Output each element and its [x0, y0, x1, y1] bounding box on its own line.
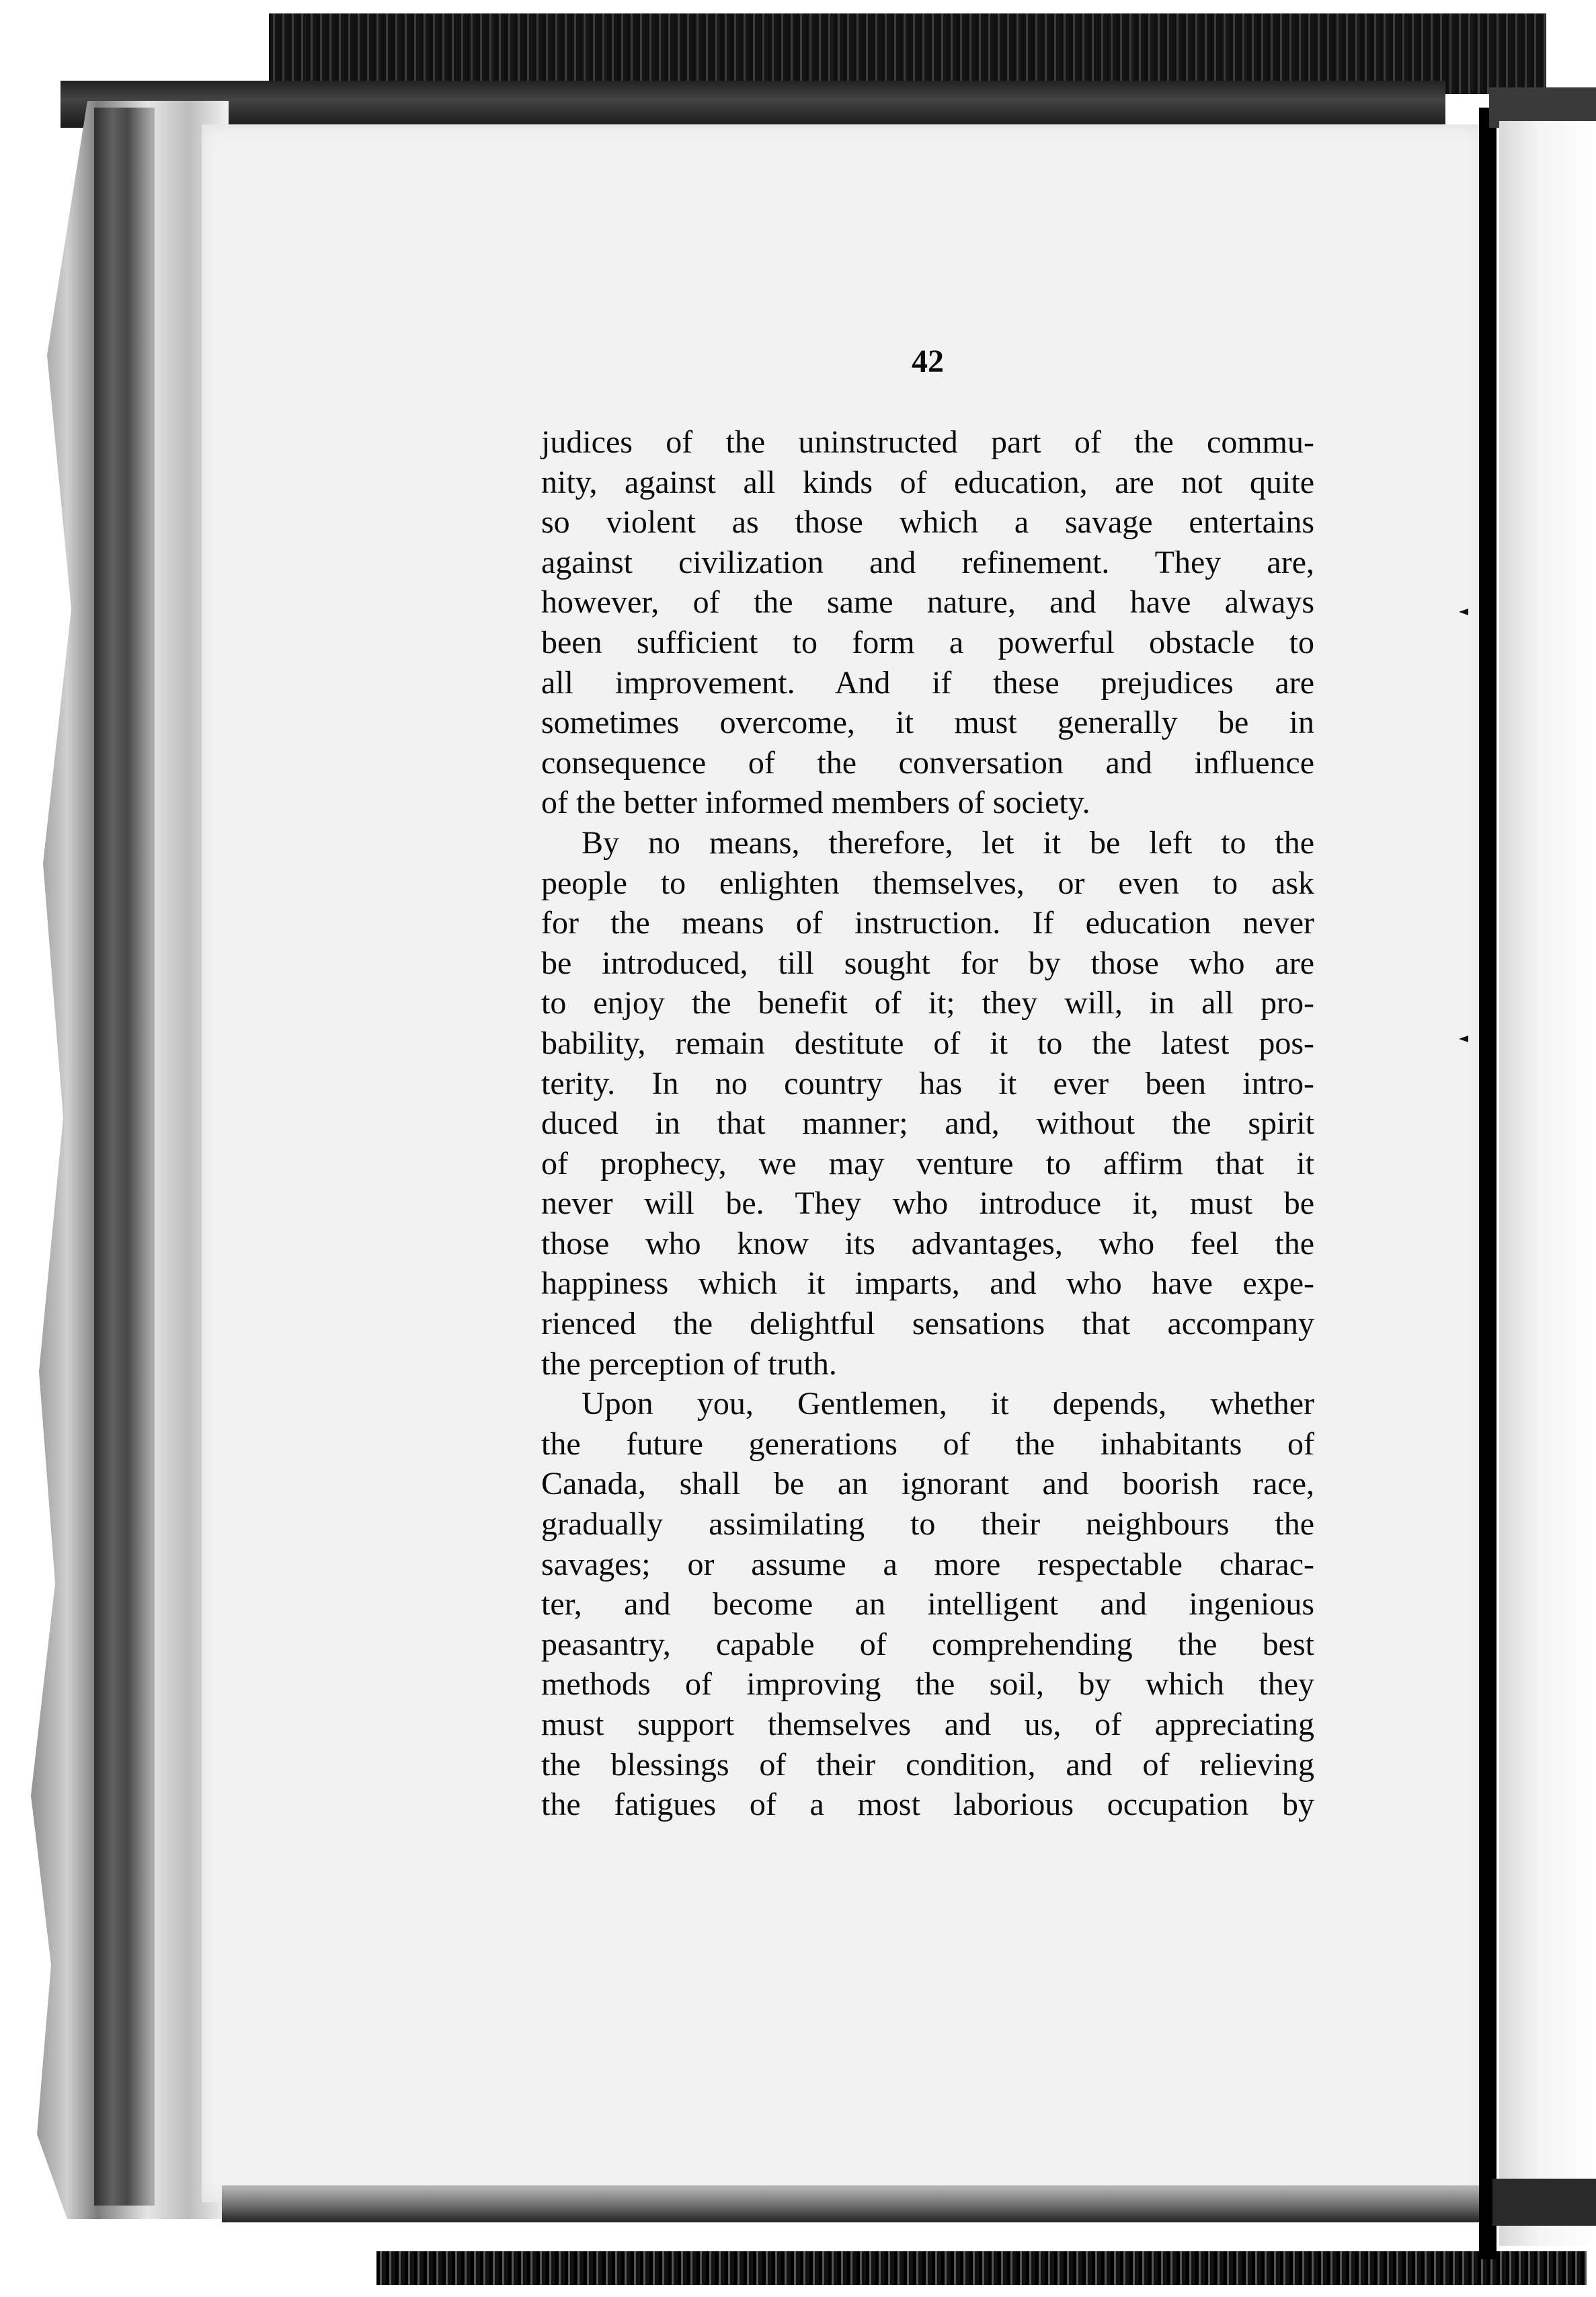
text-line: savages; or assume a more respectable charac-	[541, 1546, 1314, 1582]
text-line: peasantry, capable of comprehending the best	[541, 1626, 1314, 1662]
gutter-fold	[1479, 108, 1497, 2259]
text-line: consequence of the conversation and influence	[541, 744, 1314, 781]
text-line: the future generations of the inhabitants of	[541, 1426, 1314, 1462]
text-line: never will be. They who introduce it, must be	[541, 1185, 1314, 1222]
text-line: be introduced, till sought for by those who are	[541, 945, 1314, 981]
text-line: people to enlighten themselves, or even to ask	[541, 865, 1314, 901]
text-line: all improvement. And if these prejudices are	[541, 664, 1314, 701]
text-line: must support themselves and us, of appreciating	[541, 1707, 1314, 1742]
text-line: Canada, shall be an ignorant and boorish race,	[541, 1466, 1314, 1502]
text-line: of prophecy, we may venture to affirm that it	[541, 1145, 1314, 1181]
text-line: happiness which it imparts, and who have expe-	[541, 1266, 1314, 1302]
page-bottom-edge	[222, 2185, 1486, 2222]
text-line: nity, against all kinds of education, are not quite	[541, 464, 1314, 500]
paragraph-first-line: Upon you, Gentlemen, it depends, whether	[582, 1386, 1314, 1422]
body-text	[541, 422, 1314, 1825]
text-line: methods of improving the soil, by which they	[541, 1666, 1314, 1703]
text-line: against civilization and refinement. They are,	[541, 544, 1314, 580]
facing-page-sliver	[1499, 121, 1596, 2246]
text-line: duced in that manner; and, without the spirit	[541, 1105, 1314, 1142]
text-line: the perception of truth.	[541, 1346, 837, 1382]
text-line: sometimes overcome, it must generally be in	[541, 705, 1314, 741]
facing-page-bottom-edge	[1492, 2179, 1596, 2226]
text-line: rienced the delightful sensations that accompany	[541, 1306, 1314, 1342]
text-line: the fatigues of a most laborious occupation by	[541, 1787, 1314, 1823]
text-line: however, of the same nature, and have always	[541, 584, 1314, 621]
text-line: those who know its advantages, who feel the	[541, 1225, 1314, 1261]
text-line: been sufficient to form a powerful obstacle to	[541, 624, 1314, 660]
paragraph-first-line: By no means, therefore, let it be left to the	[582, 824, 1314, 861]
text-line: to enjoy the benefit of it; they will, in all pro-	[541, 985, 1314, 1021]
text-line: so violent as those which a savage entertains	[541, 504, 1314, 541]
text-line: terity. In no country has it ever been intro-	[541, 1065, 1314, 1101]
left-edge-shadow	[94, 108, 155, 2206]
text-line: gradually assimilating to their neighbours the	[541, 1506, 1314, 1543]
binding-bottom-band	[376, 2251, 1587, 2285]
page-top-edge-shadow	[61, 81, 1445, 128]
text-line: for the means of instruction. If education never	[541, 905, 1314, 941]
text-line: bability, remain destitute of it to the latest pos-	[541, 1025, 1314, 1061]
text-line: judices of the uninstructed part of the commu-	[541, 424, 1314, 460]
text-line: ter, and become an intelligent and ingenious	[541, 1586, 1314, 1623]
page-number: 42	[912, 344, 944, 379]
text-line: of the better informed members of society.	[541, 785, 1090, 821]
text-line: the blessings of their condition, and of relieving	[541, 1746, 1314, 1783]
